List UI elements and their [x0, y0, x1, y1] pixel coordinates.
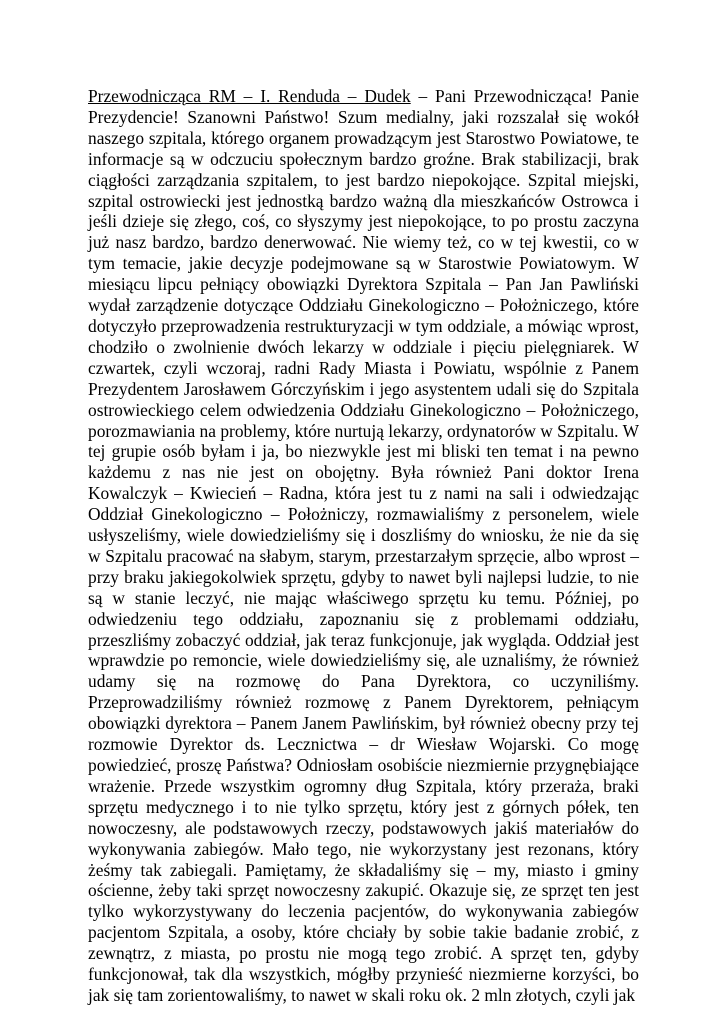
speech-text: – Pani Przewodnicząca! Panie Prezydencie! Szanowni Państwo! Szum medialny, jaki rozszalał się wokół naszego szpitala, którego organem prowadzącym jest Starostwo Powiatowe, te informacje są w odczuciu społecznym bardzo groźne. Brak stabilizacji, brak ciągłości zarządzania szpitalem, to jest bardzo niepokojące. Szpital miejski, szpital ostrowiecki jest jednostką bardzo ważną dla mieszkańców Ostrowca i jeśli dzieje się złego, coś, co słyszymy jest niepokojące, to po prostu zaczyna już nasz bardzo, bardzo denerwować. Nie wiemy też, co w tej kwestii, co w tym temacie, jakie decyzje podejmowane są w Starostwie Powiatowym. W miesiącu lipcu pełniący obowiązki Dyrektora Szpitala – Pan Jan Pawliński wydał zarządzenie dotyczące Oddziału Ginekologiczno – Położniczego, które dotyczyło przeprowadzenia restrukturyzacji w tym oddziale, a mówiąc wprost, chodziło o zwolnienie dwóch lekarzy w oddziale i pięciu pielęgniarek. W czwartek, czyli wczoraj, radni Rady Miasta i Powiatu, wspólnie z Panem Prezydentem Jarosławem Górczyńskim i jego asystentem udali się do Szpitala ostrowieckiego celem odwiedzenia Oddziału Ginekologiczno – Położniczego, porozmawiania na problemy, które nurtują lekarzy, ordynatorów w Szpitalu. W tej grupie osób byłam i ja, bo niezwykle jest mi bliski ten temat i na pewno każdemu z nas nie jest on obojętny. Była również Pani doktor Irena Kowalczyk – Kwiecień – Radna, która jest tu z nami na sali i odwiedzając Oddział Ginekologiczno – Położniczy, rozmawialiśmy z personelem, wiele usłyszeliśmy, wiele dowiedzieliśmy się i doszliśmy do wniosku, że nie da się w Szpitalu pracować na słabym, starym, przestarzałym sprzęcie, albo wprost – przy braku jakiegokolwiek sprzętu, gdyby to nawet byli najlepsi ludzie, to nie są w stanie leczyć, nie mając właściwego sprzętu ku temu. Później, po odwiedzeniu tego oddziału, zapoznaniu się z problemami oddziału, przeszliśmy zobaczyć oddział, jak teraz funkcjonuje, jak wygląda. Oddział jest wprawdzie po remoncie, wiele dowiedzieliśmy się, ale uznaliśmy, że również udamy się na rozmowę do Pana Dyrektora, co uczyniliśmy. Przeprowadziliśmy również rozmowę z Panem Dyrektorem, pełniącym obowiązki dyrektora – Panem Janem Pawlińskim, był również obecny przy tej rozmowie Dyrektor ds. Lecznictwa – dr Wiesław Wojarski. Co mogę powiedzieć, proszę Państwa? Odniosłam osobiście niezmiernie przygnębiające wrażenie. Przede wszystkim ogromny dług Szpitala, który przeraża, braki sprzętu medycznego i to nie tylko sprzętu, który jest z górnych półek, ten nowoczesny, ale podstawowych rzeczy, podstawowych jakiś materiałów do wykonywania zabiegów. Mało tego, nie wykorzystany jest rezonans, który żeśmy tak zabiegali. Pamiętamy, że składaliśmy się – my, miasto i gminy ościenne, żeby taki sprzęt nowoczesny zakupić. Okazuje się, ze sprzęt ten jest tylko wykorzystywany do leczenia pacjentów, do wykonywania zabiegów pacjentom Szpitala, a osoby, które chciały by sobie takie badanie zrobić, z zewnątrz, z miasta, po prostu nie mogą tego zrobić. A sprzęt ten, gdyby funkcjonował, tak dla wszystkich, mógłby przynieść niezmierne korzyści, bo jak się tam zorientowaliśmy, to nawet w skali roku ok. 2 mln złotych, czyli jak	[88, 86, 639, 1005]
speaker-name: Przewodnicząca RM – I. Renduda – Dudek	[88, 86, 411, 106]
body-paragraph	[88, 86, 639, 1006]
